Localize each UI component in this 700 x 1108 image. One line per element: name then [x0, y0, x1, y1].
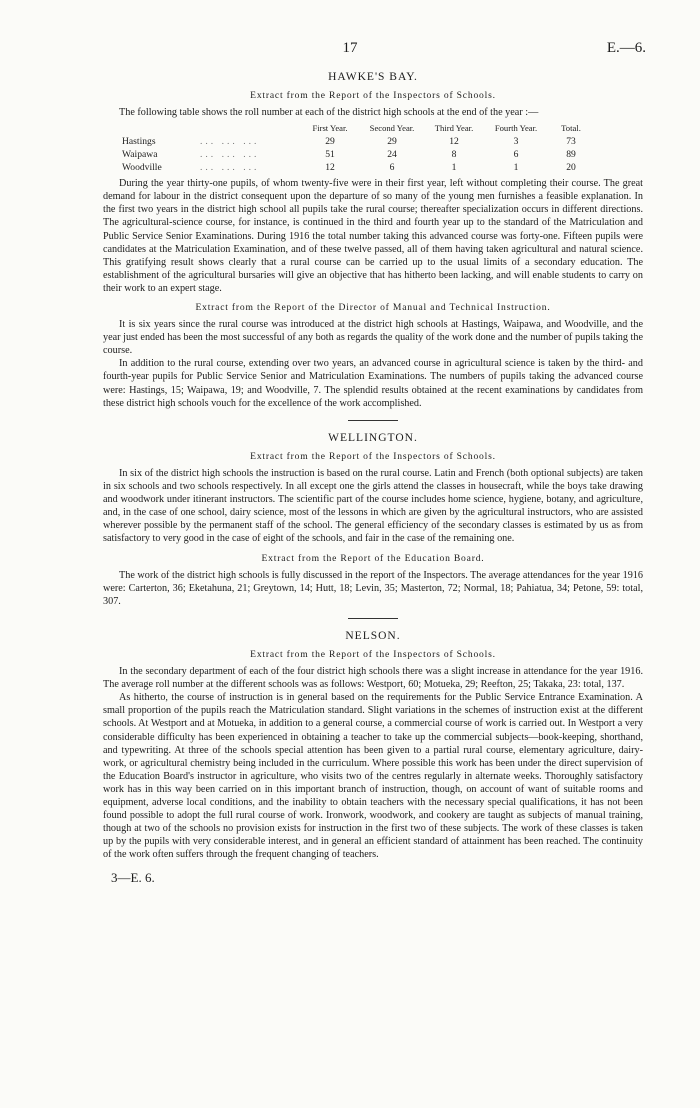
section-title-hawkes-bay: HAWKE'S BAY. [328, 71, 418, 83]
paragraph: In the secondary department of each of the four district high schools there was a slight increase in attendance for the year 1916. The average roll number at the different schools was as follows: Westport, 60; Motueka, 29; Reefton, 25; Takaka, 23: total, 137. [103, 666, 643, 691]
table-cell: 51 [325, 148, 335, 160]
column-header: Fourth Year. [494, 123, 538, 134]
table-cell: 1 [451, 161, 457, 173]
table-header-row [119, 122, 595, 136]
table-row [119, 136, 595, 149]
footer-signature: 3—E. 6. [111, 870, 155, 886]
table-cell: 24 [387, 148, 397, 160]
section-title-nelson: NELSON. [345, 629, 401, 642]
paragraph: The work of the district high schools is fully discussed in the report of the Inspectors. The average attendances for the year 1916 were: Carterton, 36; Eketahuna, 21; Greytown, 14; Hutt, 18; Levin, 35; Masterton, 72; Normal, 18; Pahiatua, 34; Petone, 59: total, 307. [103, 569, 643, 607]
table-cell: 12 [449, 136, 459, 148]
extract-heading: Extract from the Report of the Inspectors of Schools. [250, 648, 496, 660]
extract-heading: Extract from the Report of the Education Board. [261, 552, 485, 564]
table-row [119, 162, 595, 175]
table-header-blank [197, 122, 299, 136]
extract-heading: Extract from the Report of the Inspectors of Schools. [250, 450, 496, 462]
table-cell-total: 89 [566, 148, 576, 160]
column-header: First Year. [312, 123, 348, 134]
paragraph: The following table shows the roll number at each of the district high schools at the end of the year :— [119, 107, 539, 119]
column-header: Total. [561, 123, 581, 134]
paragraph: In addition to the rural course, extending over two years, an advanced course in agricultural science is taken by the third- and fourth-year pupils for Public Service Senior and Matriculation Examinations. The numbers of pupils taking the advanced course were: Hastings, 15; Waipawa, 19; and Woodville, 7. The splendid results obtained at the recent examinations by candidates from these district high schools vouch for the excellence of the work accomplished. [103, 358, 643, 409]
table-cell-total: 73 [566, 136, 576, 148]
paragraph: It is six years since the rural course was introduced at the district high schools at Hastings, Waipawa, and Woodville, and the year just ended has been the most successful of any both as regards the quality of the work done and the number of pupils taking the course. [103, 319, 643, 357]
table-cell: 3 [513, 136, 519, 148]
leader-dots: ... ... ... [200, 161, 260, 173]
table-header-blank [119, 122, 197, 136]
column-header: Third Year. [434, 123, 474, 134]
school-name: Woodville [122, 161, 162, 173]
leader-dots: ... ... ... [200, 136, 260, 148]
paragraph: In six of the district high schools the instruction is based on the rural course. Latin and French (both optional subjects) are taken in six schools and two schools respectively. In all except one the girls attend the classes in housecraft, while the boys take drawing and woodwork under itinerant instructors. The scientific part of the course includes home science, hygiene, botany, and agriculture, and, in the case of one school, dairy science, most of the lessons in which are given by the agricultural instructors, who are assisted wherever possible by the permanent staff of the school. The general efficiency of the secondary classes is estimated by us as from satisfactory to very good in the case of eight of the schools, and fair in the case of the remaining one. [103, 467, 643, 545]
leader-dots: ... ... ... [200, 148, 260, 160]
table-cell: 12 [325, 161, 335, 173]
document-reference: E.—6. [606, 40, 646, 56]
section-divider [348, 420, 398, 421]
table-cell: 6 [513, 148, 519, 160]
section-divider [348, 618, 398, 619]
column-header: Second Year. [369, 123, 415, 134]
paragraph: During the year thirty-one pupils, of whom twenty-five were in their first year, left without completing their course. The great demand for labour in the district consequent upon the departure of so many of the young men furnishes a feasible explanation. In the first two years in the district high school all pupils take the rural course; thereafter specialization occurs in different directions. The agricultural-science course, for instance, is continued in the third and fourth year up to the standard of the Matriculation and Public Service Senior Examinations. During 1916 the total number taking this advanced course was forty-one. Fifteen pupils were candidates at the Matriculation Examination, and of these twelve passed, all of them having taken agricultural and natural science. This gratifying result shows clearly that a rural course can be carried up to the usual limits of a secondary education. The establishment of the agricultural bursaries will give an objective that has hitherto been lacking, and will enable students to carry on their work to an expert stage. [103, 178, 643, 294]
extract-heading: Extract from the Report of the Director of Manual and Technical Instruction. [195, 302, 551, 313]
table-cell: 29 [325, 136, 335, 148]
page-number: 17 [342, 40, 358, 56]
table-cell-total: 20 [566, 161, 576, 173]
document-body [103, 68, 643, 885]
table-row [119, 149, 595, 162]
table-cell: 29 [387, 136, 397, 148]
school-name: Hastings [122, 136, 156, 148]
roll-number-table [119, 122, 595, 174]
table-cell: 6 [389, 161, 395, 173]
table-cell: 8 [451, 148, 457, 160]
paragraph: As hitherto, the course of instruction is in general based on the requirements for the Public Service Entrance Examination. A small proportion of the pupils reach the Matriculation standard. Slight variations in the schemes of instruction exist at the different schools. At Westport and at Motueka, in addition to a general course, a commercial course of work is carried out. In Westport a very considerable difficulty has been experienced in obtaining a teacher to take up the commercial subjects—book-keeping, shorthand, and typewriting. At three of the schools special attention has been given to a partial rural course, elementary agriculture, dairy-work, or agricultural chemistry being included in the curriculum. Where possible this work has been under the direct supervision of the Education Board's instructor in agriculture, who visits two of the centres regularly in alternate weeks. Thoroughly satisfactory work has in this way been carried on in this important branch of instruction, though, on account of want of suitable rooms and equipment, adverse local conditions, and the inability to obtain teachers with the necessary special qualifications, it has not been found possible to adopt the full rural course of work. Ironwork, woodwork, and cookery are taught as subjects of manual training, though at two of the schools no provision exists for instruction in the first two of these subjects. The work of these classes is taken up by the pupils with very considerable interest, and in general an efficient standard of attainment has been reached. The continuity of the work often suffers through the frequent changing of teachers. [103, 692, 643, 861]
school-name: Waipawa [122, 148, 158, 160]
section-title-wellington: WELLINGTON. [328, 431, 418, 444]
extract-heading: Extract from the Report of the Inspectors of Schools. [250, 90, 496, 102]
table-cell: 1 [513, 161, 519, 173]
